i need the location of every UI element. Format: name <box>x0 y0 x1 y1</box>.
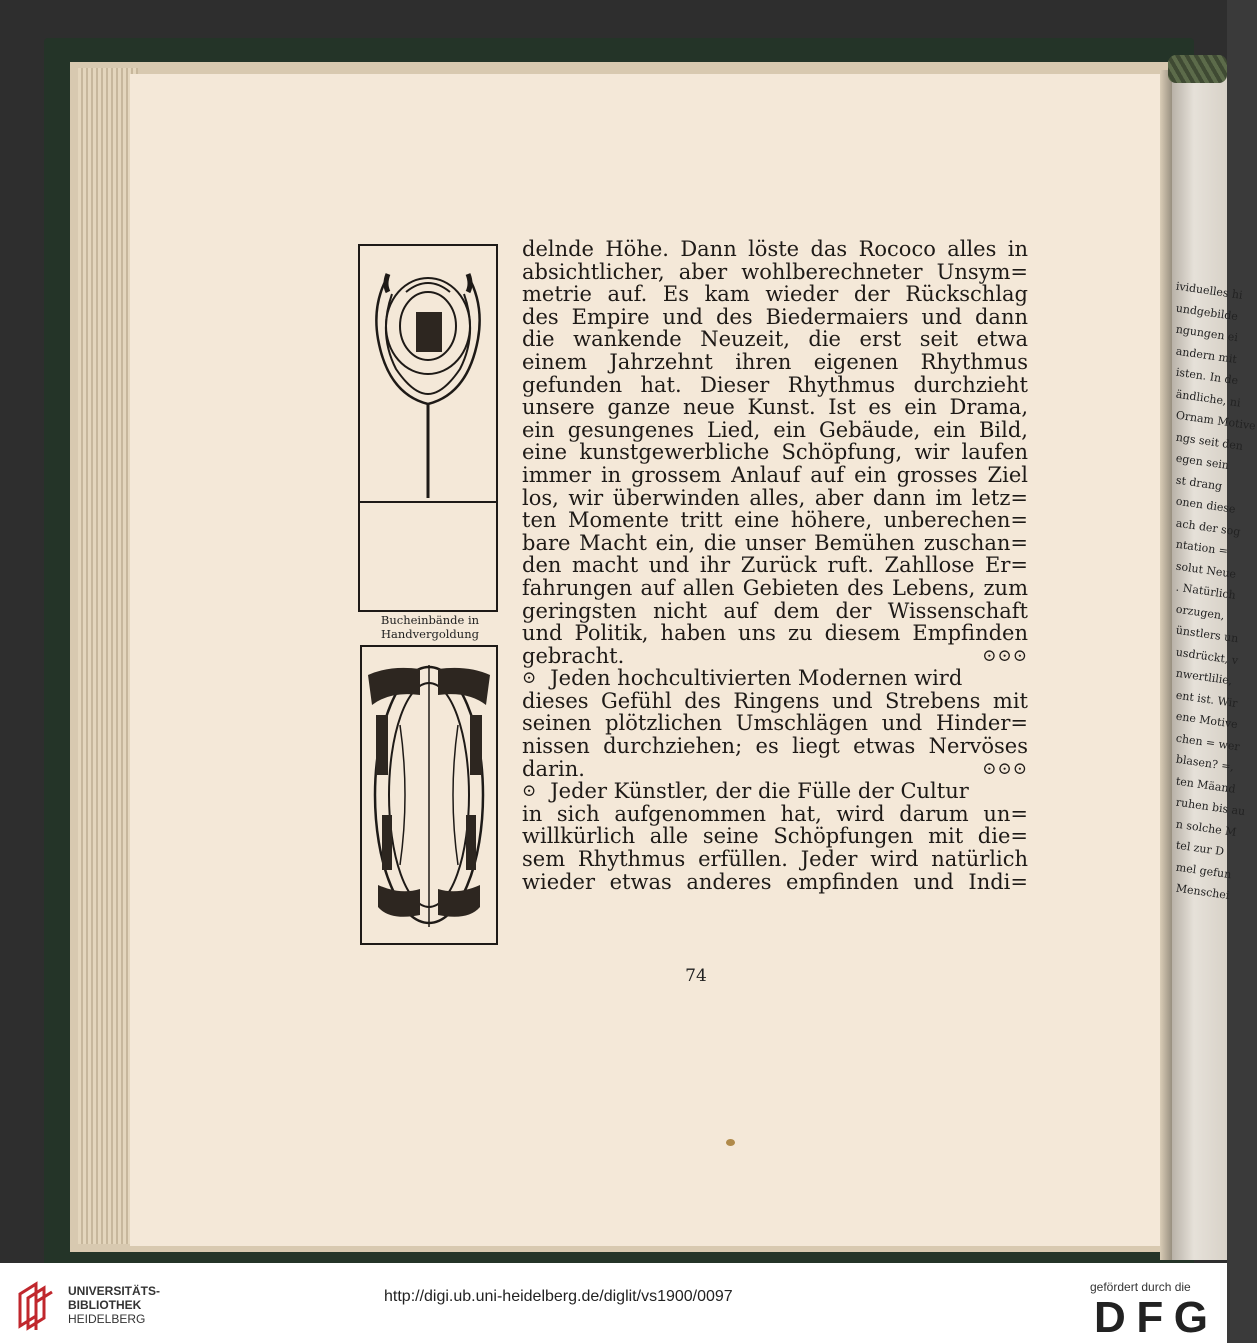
text-line: absichtlicher, aber wohlberechneter Unsym= <box>522 259 1028 284</box>
opposite-page-line: undgebilde <box>1175 301 1239 323</box>
opposite-page-line: blasen? =, <box>1175 752 1235 774</box>
text-line: und Politik, haben uns zu diesem Empfinden <box>522 621 1028 646</box>
ornament-mark: ⊙⊙⊙ <box>982 645 1028 666</box>
text-line: ein gesungenes Lied, ein Gebäude, ein Bild, <box>522 417 1028 442</box>
text-line: bare Macht ein, die unser Bemühen zuschan= <box>522 530 1028 555</box>
text-line: immer in grossem Anlauf auf ein grosses Ziel <box>522 462 1028 487</box>
opposite-page-line: n solche M <box>1175 817 1238 839</box>
opposite-page-line: ntation = <box>1175 537 1229 558</box>
opposite-page-line: ent ist. Wir <box>1175 688 1239 710</box>
opposite-page-line: ngs seit den <box>1175 430 1244 453</box>
text-line: den macht und ihr Zurück ruft. Zahllose Er= <box>522 553 1028 578</box>
opposite-page-line: usdrückt, v <box>1175 645 1239 667</box>
book-binding-illustration-1 <box>358 244 498 612</box>
opposite-page-line: isten. In de <box>1175 365 1239 388</box>
text-line: seinen plötzlichen Umschlägen und Hinder= <box>522 711 1028 736</box>
opposite-page-line: onen diese <box>1175 494 1237 516</box>
paragraph-end-line: darin. ⊙⊙⊙ <box>522 756 1028 781</box>
opposite-page-line: ividuelles hi <box>1175 279 1244 302</box>
opposite-page <box>1172 70 1257 1260</box>
paragraph-mark: ⊙ <box>522 668 537 689</box>
ribbon-bookmark <box>1168 55 1227 83</box>
funding-label: gefördert durch die <box>1090 1280 1191 1294</box>
opposite-page-line: mel gefun <box>1175 860 1233 881</box>
figure-caption: Bucheinbände in Handvergoldung <box>380 613 480 641</box>
text-line: ⊙ Jeden hochcultivierten Modernen wird <box>522 666 963 691</box>
opposite-page-line: solut Neue <box>1175 559 1237 581</box>
text-line: des Empire und des Biedermaiers und dann <box>522 304 1028 329</box>
text-line: unsere ganze neue Kunst. Ist es ein Drama, <box>522 395 1028 420</box>
text-line: sem Rhythmus erfüllen. Jeder wird natürlich <box>522 847 1028 872</box>
opposite-page-line: st drang <box>1175 473 1223 493</box>
opposite-page-line: ach der sog <box>1175 516 1242 539</box>
opposite-page-line: Menschei <box>1175 881 1231 902</box>
text-line: ten Momente tritt eine höhere, unberechen= <box>522 508 1028 533</box>
paragraph-end-line: gebracht. ⊙⊙⊙ <box>522 643 1028 668</box>
text-line: metrie auf. Es kam wieder der Rückschlag <box>522 282 1028 307</box>
page-number: 74 <box>685 966 707 986</box>
dfg-logo <box>1094 1293 1210 1342</box>
opposite-page-line: egen sein <box>1175 451 1230 472</box>
opposite-page-line: tel zur D <box>1175 838 1225 859</box>
library-logo-icon <box>14 1280 60 1330</box>
opposite-page-line: andern mit <box>1175 344 1238 366</box>
text-line: gefunden hat. Dieser Rhythmus durchzieht <box>522 372 1028 397</box>
opposite-page-line: Ornam Motive <box>1175 408 1257 433</box>
text-line: geringsten nicht auf dem der Wissenschaft <box>522 598 1028 623</box>
opposite-page-line: ruhen bis au <box>1175 795 1247 819</box>
opposite-page-line: ten Mäand <box>1175 774 1237 796</box>
text-line: eine kunstgewerbliche Schöpfung, wir laufen <box>522 440 1028 465</box>
opposite-page-line: ngungen ei <box>1175 322 1239 345</box>
text-line: willkürlich alle seine Schöpfungen mit die= <box>522 824 1028 849</box>
opposite-page-line: orzugen, <box>1175 602 1226 622</box>
paper-stain <box>726 1139 735 1146</box>
text-line: in sich aufgenommen hat, wird darum un= <box>522 801 1028 826</box>
library-name: UNIVERSITÄTS- BIBLIOTHEK HEIDELBERG <box>68 1284 161 1326</box>
text-line: wieder etwas anderes empfinden und Indi= <box>522 869 1028 894</box>
text-line: nissen durchziehen; es liegt etwas Nervöses <box>522 734 1028 759</box>
body-text <box>522 238 1028 893</box>
svg-text:DFG: DFG <box>1094 1293 1208 1342</box>
book-binding-illustration-2 <box>360 645 498 945</box>
opposite-page-line: chen = wer <box>1175 731 1241 753</box>
text-line: delnde Höhe. Dann löste das Rococo alles in <box>522 237 1028 261</box>
opposite-page-line: ene Motive <box>1175 709 1239 732</box>
text-line: die wankende Neuzeit, die erst seit etwa <box>522 327 1028 352</box>
ornament-mark: ⊙⊙⊙ <box>982 758 1028 779</box>
paragraph-mark: ⊙ <box>522 781 537 802</box>
text-line: ⊙ Jeder Künstler, der die Fülle der Cultur <box>522 779 969 804</box>
opposite-page-line: ünstlers un <box>1175 623 1240 646</box>
opposite-page-line: nwertlilie, <box>1175 666 1234 688</box>
text-line: los, wir überwinden alles, aber dann im letz= <box>522 485 1028 510</box>
opposite-page-line: ändliche, ni <box>1175 387 1242 410</box>
text-line: dieses Gefühl des Ringens und Strebens mit <box>522 688 1028 713</box>
text-line: einem Jahrzehnt ihren eigenen Rhythmus <box>522 349 1028 374</box>
text-line: fahrungen auf allen Gebieten des Lebens, zum <box>522 575 1028 600</box>
document-url-link[interactable]: http://digi.ub.uni-heidelberg.de/diglit/vs1900/0097 <box>384 1288 733 1305</box>
opposite-page-line: . Natürlich <box>1175 580 1237 602</box>
page-edges <box>78 68 138 1244</box>
